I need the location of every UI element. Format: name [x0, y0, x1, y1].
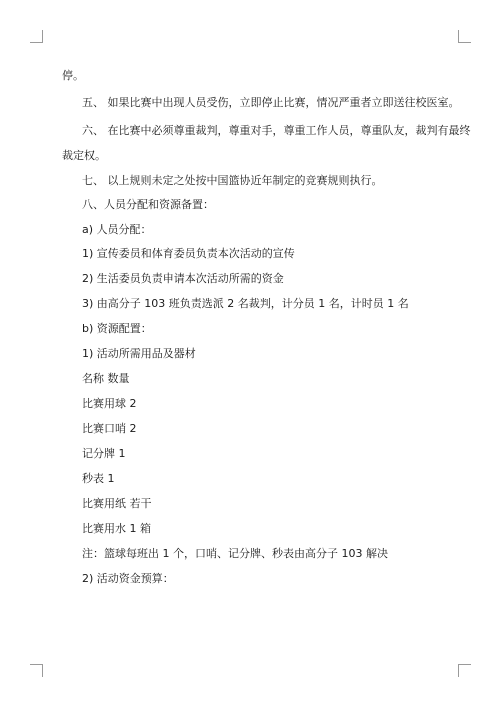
inventory-item: 比赛用纸 若干	[82, 497, 152, 510]
crop-mark-top-right	[458, 30, 471, 43]
inventory-item: 记分牌 1	[82, 447, 126, 460]
inventory-item: 比赛用球 2	[82, 397, 137, 410]
inventory-item: 比赛口哨 2	[82, 422, 137, 435]
inventory-header: 名称 数量	[82, 372, 130, 385]
inventory-item: 比赛用水 1 箱	[82, 522, 151, 535]
rule-item-6: 六、 在比赛中必须尊重裁判，尊重对手，尊重工作人员，尊重队友，裁判有最终	[82, 124, 471, 137]
text-line: 停。	[62, 69, 84, 82]
crop-mark-bottom-right	[458, 664, 471, 677]
subsection-heading: a) 人员分配：	[82, 223, 152, 236]
list-item: 1) 活动所需用品及器材	[82, 347, 196, 360]
list-item: 2) 活动资金预算：	[82, 572, 174, 585]
inventory-item: 秒表 1	[82, 472, 115, 485]
list-item: 1) 宣传委员和体育委员负责本次活动的宣传	[82, 247, 295, 260]
list-item: 2) 生活委员负责申请本次活动所需的资金	[82, 272, 284, 285]
crop-mark-bottom-left	[30, 664, 43, 677]
rule-item-5: 五、 如果比赛中出现人员受伤，立即停止比赛，情况严重者立即送往校医室。	[82, 96, 460, 109]
section-heading: 八、人员分配和资源备置：	[82, 198, 214, 211]
crop-mark-top-left	[30, 30, 43, 43]
note-line: 注：篮球每班出 1 个，口哨、记分牌、秒表由高分子 103 解决	[82, 547, 388, 560]
rule-item-7: 七、 以上规则未定之处按中国篮协近年制定的竞赛规则执行。	[82, 174, 383, 187]
subsection-heading: b) 资源配置：	[82, 322, 152, 335]
list-item: 3) 由高分子 103 班负责选派 2 名裁判，计分员 1 名，计时员 1 名	[82, 297, 409, 310]
text-line: 裁定权。	[62, 149, 106, 162]
